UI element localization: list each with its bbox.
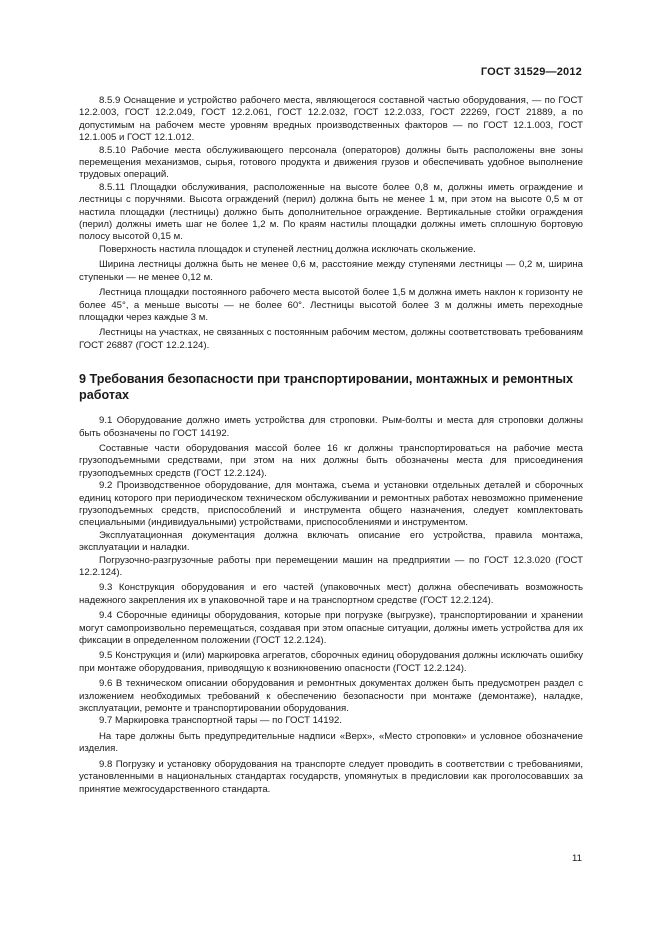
paragraph-9-8: 9.8 Погрузку и установку оборудования на транспорте следует проводить в соответствии с требованиями, установленными в национальных стандартах государств, упомянутых в предисловии как проголосовавших за принятие межгосударственного стандарта.: [79, 758, 583, 795]
paragraph-9-4: 9.4 Сборочные единицы оборудования, которые при погрузке (выгрузке), транспортировании и хранении могут самопроизвольно перемещаться, создавая при этом опасные ситуации, должны иметь устройства для их фиксации в определенном положении (ГОСТ 12.2.124).: [79, 610, 583, 647]
paragraph-ladder-areas: Лестницы на участках, не связанных с постоянным рабочим местом, должны соответствовать требованиям ГОСТ 26887 (ГОСТ 12.2.124).: [79, 327, 583, 351]
paragraph-9-6: 9.6 В техническом описании оборудования и ремонтных документах должен быть предусмотрен раздел с изложением необходимых требований к обеспечению безопасности при монтаже (демонтаже), наладке, эксплуатации, ремонте и транспортировании оборудования.: [79, 678, 583, 715]
section-heading-9: 9 Требования безопасности при транспортировании, монтажных и ремонтных работах: [79, 372, 574, 403]
document-code: ГОСТ 31529—2012: [480, 66, 582, 78]
paragraph-tare-marking: На таре должны быть предупредительные надписи «Верх», «Место строповки» и условное обозначение изделия.: [79, 730, 583, 755]
paragraph-loading: Погрузочно-разгрузочные работы при перемещении машин на предприятии — по ГОСТ 12.3.020 (ГОСТ 12.2.124).: [79, 554, 583, 578]
paragraph-8-5-10: 8.5.10 Рабочие места обслуживающего персонала (операторов) должны быть расположены вне зоны перемещения механизмов, сырья, готового продукта и движения грузов и обеспечивать удобное выполнение трудовых операций.: [79, 144, 583, 181]
paragraph-9-5: 9.5 Конструкция и (или) маркировка агрегатов, сборочных единиц оборудования должны исключать ошибку при монтаже оборудования, приводящую к возникновению опасности (ГОСТ 12.2.124).: [79, 650, 583, 674]
paragraph-9-2: 9.2 Производственное оборудование, для монтажа, съема и установки отдельных деталей и сборочных единиц которого при периодическом техническом обслуживании и ремонтных работах невозможно применение грузоподъемных средств, приспособлений и инструмента общего назначения, следует комплектовать специальными (индивидуальными) устройствами, приспособлениями и инструментом.: [79, 480, 583, 529]
paragraph-9-7: 9.7 Маркировка транспортной тары — по ГОСТ 14192.: [99, 715, 342, 727]
paragraph-9-3: 9.3 Конструкция оборудования и его частей (упаковочных мест) должна обеспечивать возможность надежного закрепления их в упаковочной таре и на транспортном средстве (ГОСТ 12.2.124).: [79, 582, 583, 606]
paragraph-8-5-9: 8.5.9 Оснащение и устройство рабочего места, являющегося составной частью оборудования, — по ГОСТ 12.2.003, ГОСТ 12.2.049, ГОСТ 12.2.061, ГОСТ 12.2.032, ГОСТ 12.2.033, ГОСТ 22269, ГОСТ 21889, а по допустимым на рабочем месте уровням вредных производственных факторов — по ГОСТ 12.1.003, ГОСТ 12.1.005 и ГОСТ 12.1.012.: [79, 95, 583, 144]
paragraph-ladder-width: Ширина лестницы должна быть не менее 0,6 м, расстояние между ступенями лестницы — 0,2 м, ширина ступеньки — не менее 0,12 м.: [79, 259, 583, 283]
paragraph-8-5-11: 8.5.11 Площадки обслуживания, расположенные на высоте более 0,8 м, должны иметь ограждение и лестницы с поручнями. Высота ограждений (перил) должна быть не менее 1 м, при этом на высоте 0,5 м от настила площадки (лестницы) должно быть дополнительное ограждение. Вертикальные стойки ограждения (перил) должны иметь шаг не более 1,2 м. По краям настилы площадки должны иметь сплошную бортовую полосу высотой 0,15 м.: [79, 181, 583, 243]
document-body: [79, 95, 583, 796]
paragraph-9-1: 9.1 Оборудование должно иметь устройства для строповки. Рым-болты и места для строповки должны быть обозначены по ГОСТ 14192.: [79, 415, 583, 439]
page-number: 11: [572, 853, 582, 864]
paragraph-components-mass: Составные части оборудования массой более 16 кг должны транспортироваться на рабочие места грузоподъемными средствами, при этом на них должны быть обозначены места для присоединения грузоподъемных средств (ГОСТ 12.2.124).: [79, 442, 583, 479]
paragraph-ladder-slope: Лестница площадки постоянного рабочего места высотой более 1,5 м должна иметь наклон к горизонту не более 45°, а меньше высоты — не более 60°. Лестницы высотой более 3 м должны иметь переходные площадки через каждые 3 м.: [79, 287, 583, 323]
paragraph-surface: Поверхность настила площадок и ступеней лестниц должна исключать скольжение.: [99, 243, 476, 255]
paragraph-documentation: Эксплуатационная документация должна включать описание его устройства, правила монтажа, эксплуатации и наладки.: [79, 529, 583, 554]
